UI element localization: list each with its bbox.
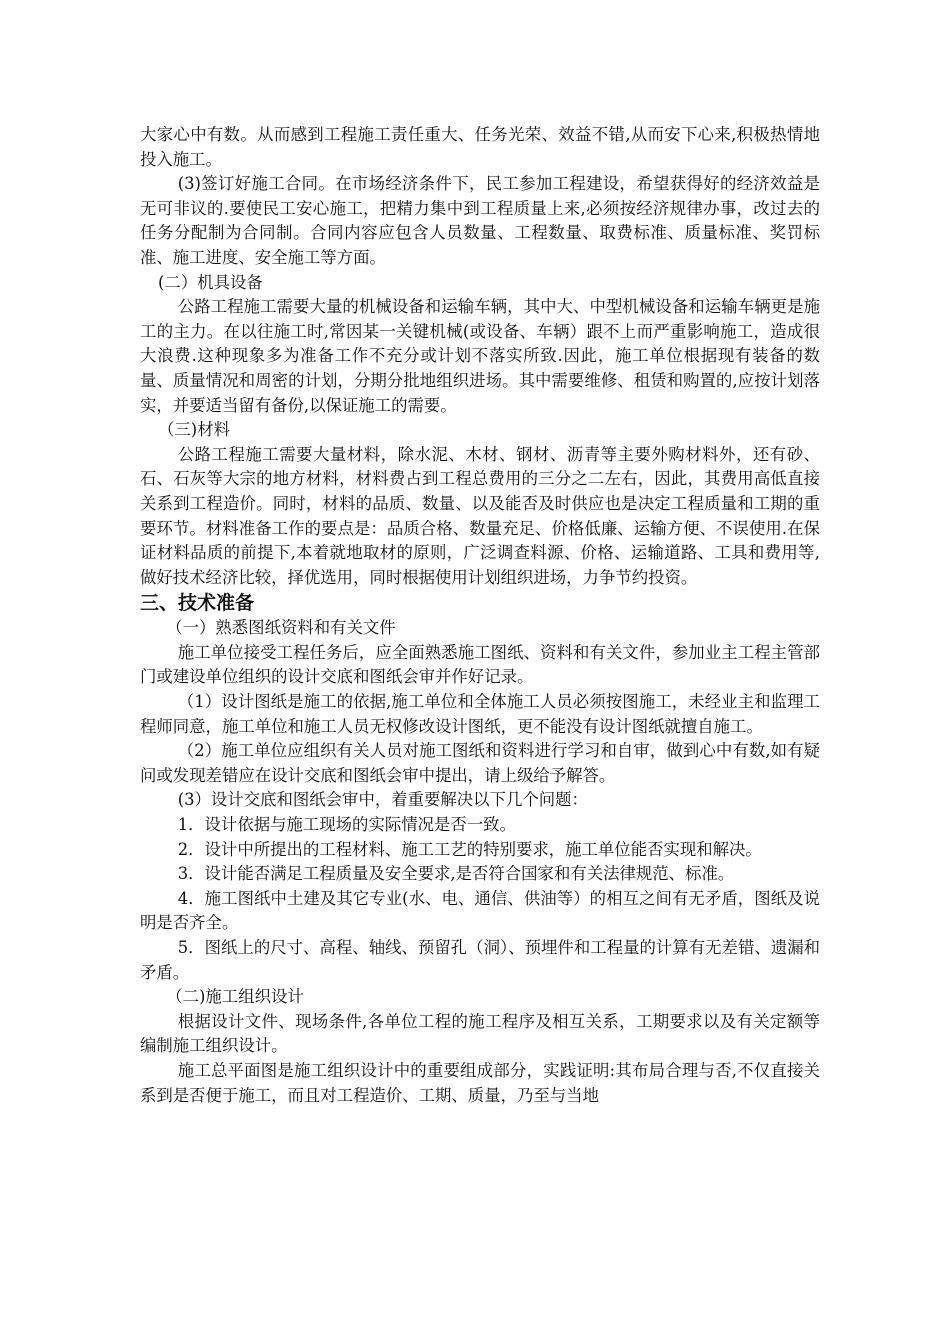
document-body — [140, 123, 820, 1108]
list-item: 3．设计能否满足工程质量及安全要求,是否符合国家和有关法律规范、标准。 — [177, 864, 735, 884]
paragraph: 大家心中有数。从而感到工程施工责任重大、任务光荣、效益不错,从而安下心来,积极热情地投入施工。 — [140, 125, 820, 169]
section-heading: 三、技术准备 — [140, 592, 255, 615]
list-item: 2．设计中所提出的工程材料、施工工艺的特别要求，施工单位能否实现和解决。 — [177, 839, 762, 859]
subsection-heading: (二）机具设备 — [158, 272, 263, 292]
subsection-heading: （三)材料 — [158, 420, 230, 440]
list-item: 4．施工图纸中土建及其它专业(水、电、通信、供油等）的相互之间有无矛盾，图纸及说明是否齐全。 — [140, 888, 820, 933]
paragraph: 施工单位接受工程任务后，应全面熟悉施工图纸、资料和有关文件，参加业主工程主管部门或建设单位组织的设计交底和图纸会审并作好记录。 — [140, 642, 820, 687]
subsection-heading: （二)施工组织设计 — [166, 987, 304, 1007]
paragraph: 公路工程施工需要大量的机械设备和运输车辆，其中大、中型机械设备和运输车辆更是施工的主力。在以往施工时,常因某一关键机械(或设备、车辆）跟不上而严重影响施工，造成很大浪费.这种现象多为准备工作不充分或计划不落实所致.因此，施工单位根据现有装备的数量、质量情况和周密的计划，分期分批地组织进场。其中需要维修、租赁和购置的,应按计划落实，并要适当留有备份,以保证施工的需要。 — [140, 297, 820, 415]
paragraph: 根据设计文件、现场条件,各单位工程的施工程序及相互关系，工期要求以及有关定额等编制施工组织设计。 — [140, 1011, 820, 1056]
list-item: 1．设计依据与施工现场的实际情况是否一致。 — [177, 815, 516, 835]
paragraph: (3）设计交底和图纸会审中，着重要解决以下几个问题： — [177, 790, 588, 810]
paragraph: （2）施工单位应组织有关人员对施工图纸和资料进行学习和自审，做到心中有数,如有疑问或发现差错应在设计交底和图纸会审中提出，请上级给予解答。 — [140, 741, 820, 785]
subsection-heading: （一）熟悉图纸资料和有关文件 — [166, 618, 396, 638]
paragraph: 公路工程施工需要大量材料，除水泥、木材、钢材、沥青等主要外购材料外，还有砂、石、石灰等大宗的地方材料，材料费占到工程总费用的三分之二左右，因此，其费用高低直接关系到工程造价。同时，材料的品质、数量、以及能否及时供应也是决定工程质量和工期的重要环节。材料准备工作的要点是：品质合格、数量充足、价格低廉、运输方便、不误使用.在保证材料品质的前提下,本着就地取材的原则，广泛调查料源、价格、运输道路、工具和费用等,做好技术经济比较，择优选用，同时根据使用计划组织进场，力争节约投资。 — [140, 444, 820, 587]
paragraph: （1）设计图纸是施工的依据,施工单位和全体施工人员必须按图施工，未经业主和监理工程师同意，施工单位和施工人员无权修改设计图纸，更不能没有设计图纸就擅自施工。 — [140, 692, 820, 736]
paragraph: (3)签订好施工合同。在市场经济条件下，民工参加工程建设，希望获得好的经济效益是无可非议的.要使民工安心施工，把精力集中到工程质量上来,必须按经济规律办事，改过去的任务分配制为合同制。合同内容应包含人员数量、工程数量、取费标准、质量标准、奖罚标准、施工进度、安全施工等方面。 — [140, 174, 820, 267]
paragraph: 施工总平面图是施工组织设计中的重要组成部分，实践证明:其布局合理与否,不仅直接关系到是否便于施工，而且对工程造价、工期、质量，乃至与当地 — [140, 1060, 820, 1105]
list-item: 5．图纸上的尺寸、高程、轴线、预留孔（洞）、预埋件和工程量的计算有无差错、遗漏和矛盾。 — [140, 938, 820, 982]
